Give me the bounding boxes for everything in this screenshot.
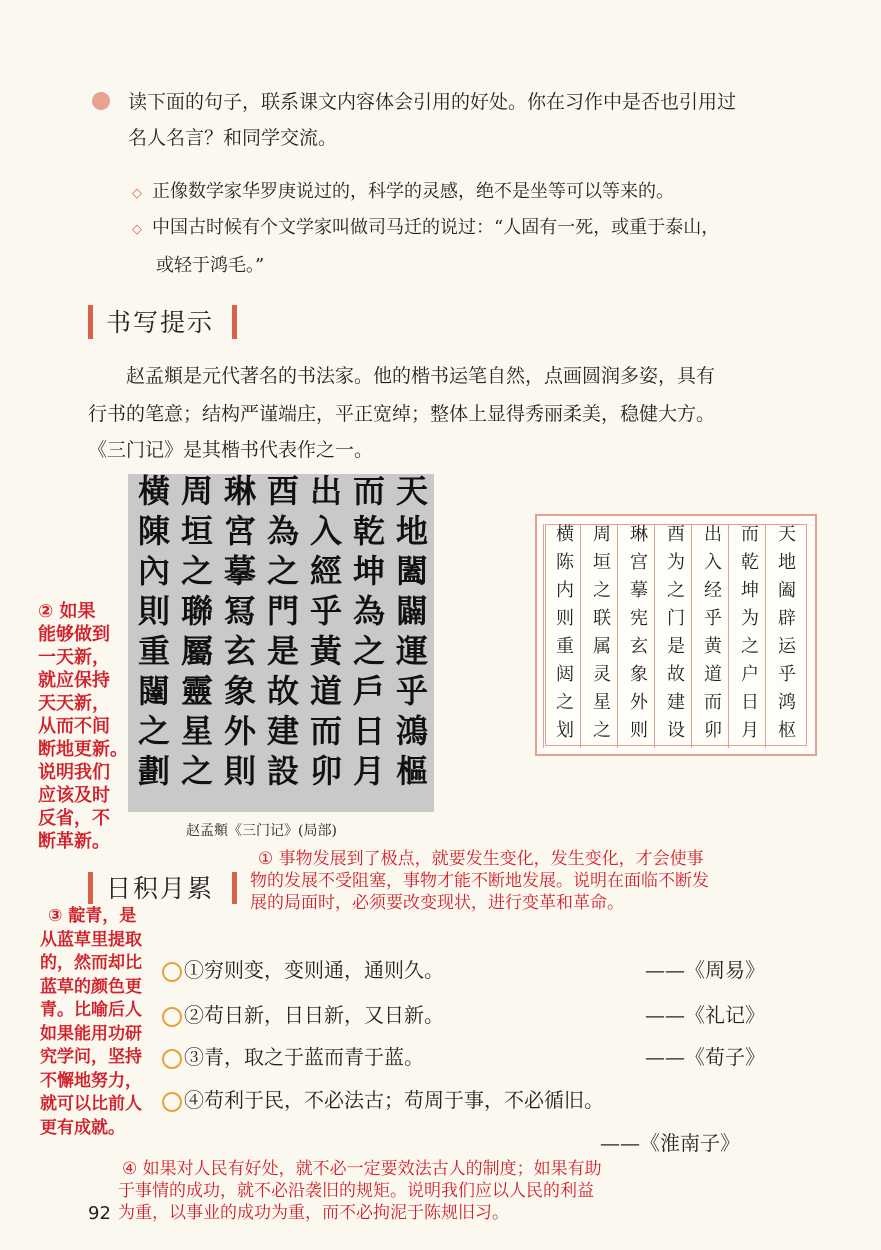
transcription-col-text: 天地阖辟运乎鸿枢 bbox=[775, 524, 796, 748]
proverb-4-source: ——《淮南子》 bbox=[600, 1131, 740, 1155]
page-number: 92 bbox=[88, 1203, 111, 1224]
writing-tips-para-3: 《三门记》是其楷书代表作之一。 bbox=[88, 439, 374, 461]
rubbing-col-text: 出入經乎黃道而卯 bbox=[305, 474, 343, 794]
rubbing-caption: 赵孟頫《三门记》(局部) bbox=[186, 823, 337, 839]
rubbing-column bbox=[345, 474, 389, 794]
transcription-col-text: 出入经乎黄道而卯 bbox=[701, 524, 722, 748]
intro-line-1: 读下面的句子，联系课文内容体会引用的好处。你在习作中是否也引用过 bbox=[128, 91, 737, 113]
rubbing-col-text: 琳宮摹冩玄象外則 bbox=[219, 474, 257, 794]
transcription-column bbox=[617, 524, 656, 748]
rubbing-col-text: 天地闔闢運乎鴻樞 bbox=[391, 474, 429, 794]
rubbing-col-text: 酉為之門是故建設 bbox=[262, 474, 300, 794]
diamond-icon: ◇ bbox=[132, 186, 142, 201]
writing-tips-para-2: 行书的笔意；结构严谨端庄，平正宽绰；整体上显得秀丽柔美，稳健大方。 bbox=[88, 403, 716, 425]
rubbing-column bbox=[130, 474, 174, 794]
heading-bar-right bbox=[232, 872, 237, 904]
transcription-col-text: 酉为之门是故建设 bbox=[664, 524, 685, 748]
transcription-column bbox=[654, 524, 693, 748]
intro-line-2: 名人名言？和同学交流。 bbox=[128, 127, 338, 149]
writing-tips-title: 书写提示 bbox=[106, 308, 215, 337]
marker-circle-icon bbox=[162, 1092, 182, 1112]
rubbing-column bbox=[388, 474, 432, 794]
transcription-column bbox=[691, 524, 730, 748]
proverb-2-source: ——《礼记》 bbox=[645, 1003, 765, 1027]
transcription-box bbox=[535, 514, 817, 756]
quote-2: ◇ 中国古时候有个文学家叫做司马迁的说过：“人固有一死，或重于泰山， bbox=[132, 217, 720, 238]
transcription-col-text: 琳宫摹宪玄象外则 bbox=[627, 524, 648, 748]
rubbing-col-text: 周垣之聯屬靈星之 bbox=[176, 474, 214, 794]
annotation-1: ① 事物发展到了极点，就要发生变化，发生变化，才会使事 物的发展不受阻塞，事物才能不断地发展。说明在面临不断发 展的局面时，必须要改变现状，进行变革和革命。 bbox=[250, 849, 709, 913]
annotation-4: ④ 如果对人民有好处，就不必一定要效法古人的制度；如果有助 于事情的成功，就不必沿袭旧的规矩。说明我们应以人民的利益 为重，以事业的成功为重，而不必拘泥于陈规旧习。 bbox=[118, 1159, 602, 1223]
proverb-3-source: ——《荀子》 bbox=[645, 1045, 765, 1069]
heading-bar-left bbox=[88, 872, 93, 904]
heading-bar-right bbox=[232, 305, 237, 339]
quote-2-cont: 或轻于鸿毛。” bbox=[156, 255, 265, 276]
proverb-2: ②苟日新，日日新，又日新。 bbox=[162, 997, 444, 1033]
transcription-column bbox=[580, 524, 619, 748]
diamond-icon: ◇ bbox=[132, 222, 142, 237]
proverb-4: ④苟利于民，不必法古；苟周于事，不必循旧。 bbox=[162, 1082, 604, 1118]
transcription-col-text: 周垣之联属灵星之 bbox=[590, 524, 611, 748]
transcription-col-text: 而乾坤为之户日月 bbox=[738, 524, 759, 748]
transcription-column bbox=[728, 524, 767, 748]
proverb-1: ①穷则变，变则通，通则久。 bbox=[162, 952, 444, 988]
transcription-column bbox=[765, 524, 804, 748]
writing-tips-para-1: 赵孟頫是元代著名的书法家。他的楷书运笔自然，点画圆润多姿，具有 bbox=[126, 365, 716, 387]
rubbing-column bbox=[173, 474, 217, 794]
proverb-1-source: ——《周易》 bbox=[645, 958, 765, 982]
rubbing-column bbox=[259, 474, 303, 794]
calligraphy-rubbing bbox=[128, 474, 434, 812]
marker-circle-icon bbox=[162, 1007, 182, 1027]
rubbing-col-text: 而乾坤為之戶日月 bbox=[348, 474, 386, 794]
proverb-3: ③青，取之于蓝而青于蓝。 bbox=[162, 1039, 424, 1075]
marker-circle-icon bbox=[162, 1049, 182, 1069]
marker-circle-icon bbox=[162, 962, 182, 982]
accumulation-title: 日积月累 bbox=[106, 874, 215, 903]
question-bullet-icon bbox=[92, 92, 110, 110]
rubbing-col-text: 橫陳內則重闥之劃 bbox=[133, 474, 171, 794]
annotation-3: ③ 靛青，是 从蓝草里提取 的，然而却比 蓝草的颜色更 青。比喻后人 如果能用功研 究学问，坚持 不懈地努力， 就可以比前人 更有成就。 bbox=[40, 906, 142, 1138]
transcription-col-text: 横陈内则重闼之划 bbox=[553, 524, 574, 748]
rubbing-column bbox=[216, 474, 260, 794]
transcription-column bbox=[543, 524, 582, 748]
quote-1: ◇ 正像数学家华罗庚说过的，科学的灵感，绝不是坐等可以等来的。 bbox=[132, 181, 674, 202]
heading-bar-left bbox=[88, 305, 93, 339]
annotation-2: ② 如果 能够做到 一天新， 就应保持 天天新， 从而不间 断地更新。 说明我们 应该及时 反省，不 断革新。 bbox=[38, 601, 128, 852]
rubbing-column bbox=[302, 474, 346, 794]
